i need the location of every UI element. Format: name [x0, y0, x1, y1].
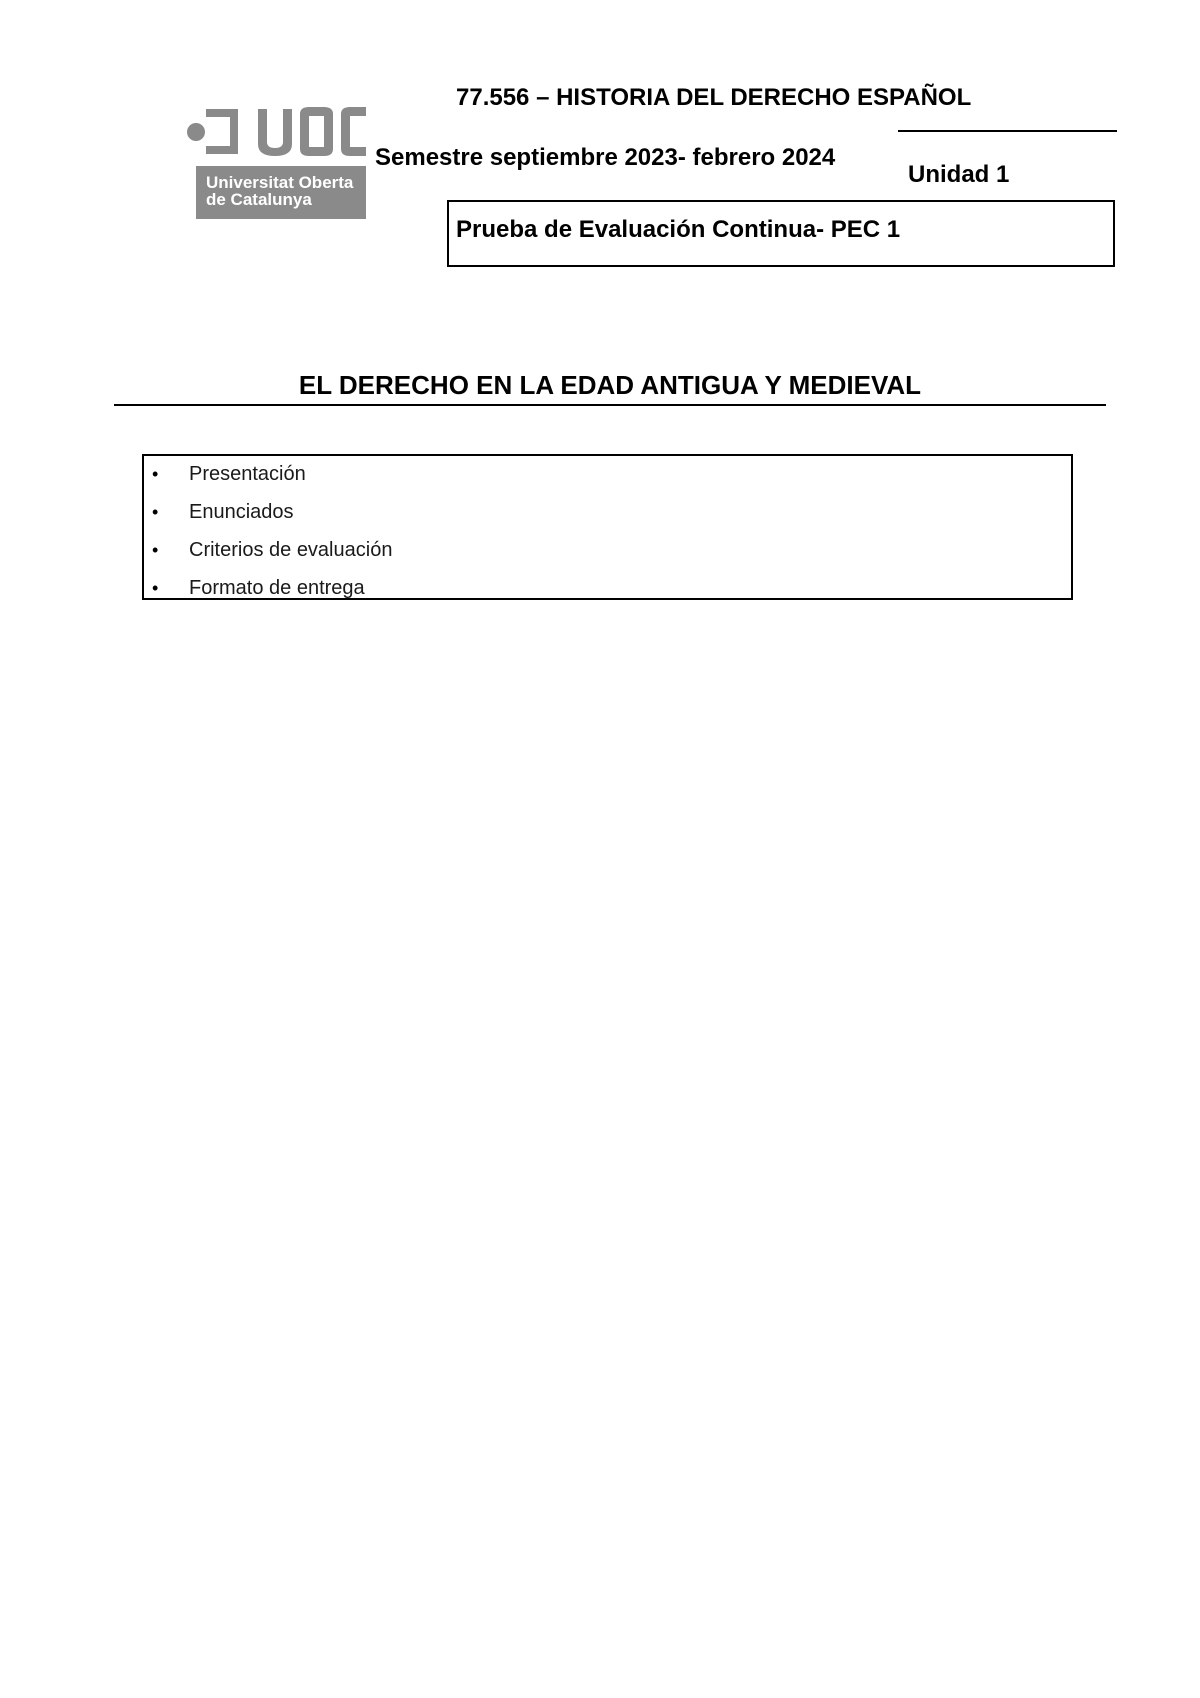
bullet-icon: •: [152, 578, 159, 598]
assessment-box: [447, 200, 1115, 267]
bullet-icon: •: [152, 540, 159, 560]
unit-label: Unidad 1: [908, 161, 1010, 188]
course-title: 77.556 – HISTORIA DEL DERECHO ESPAÑOL: [456, 84, 972, 111]
list-item-text: Formato de entrega: [189, 577, 365, 599]
uoc-logo: [186, 104, 370, 224]
list-item: [144, 535, 1071, 573]
unit-divider: [898, 130, 1117, 132]
section-divider: [114, 404, 1106, 406]
section-title: EL DERECHO EN LA EDAD ANTIGUA Y MEDIEVAL: [298, 370, 922, 400]
list-item-text: Criterios de evaluación: [189, 539, 393, 561]
logo-text-line-1: Universitat Oberta: [206, 173, 354, 192]
bullet-icon: •: [152, 502, 159, 522]
contents-list: [144, 459, 1071, 600]
list-item: [144, 459, 1071, 497]
semester-label: Semestre septiembre 2023- febrero 2024: [375, 144, 836, 171]
uoc-logo-plate: [196, 166, 366, 219]
assessment-label: Prueba de Evaluación Continua- PEC 1: [456, 216, 901, 243]
list-item: [144, 573, 1071, 600]
logo-text-line-2: de Catalunya: [206, 190, 312, 209]
contents-box: [142, 454, 1073, 600]
bullet-icon: •: [152, 464, 159, 484]
list-item-text: Enunciados: [189, 501, 294, 523]
list-item: [144, 497, 1071, 535]
list-item-text: Presentación: [189, 463, 306, 485]
uoc-logo-mark: [186, 104, 370, 164]
